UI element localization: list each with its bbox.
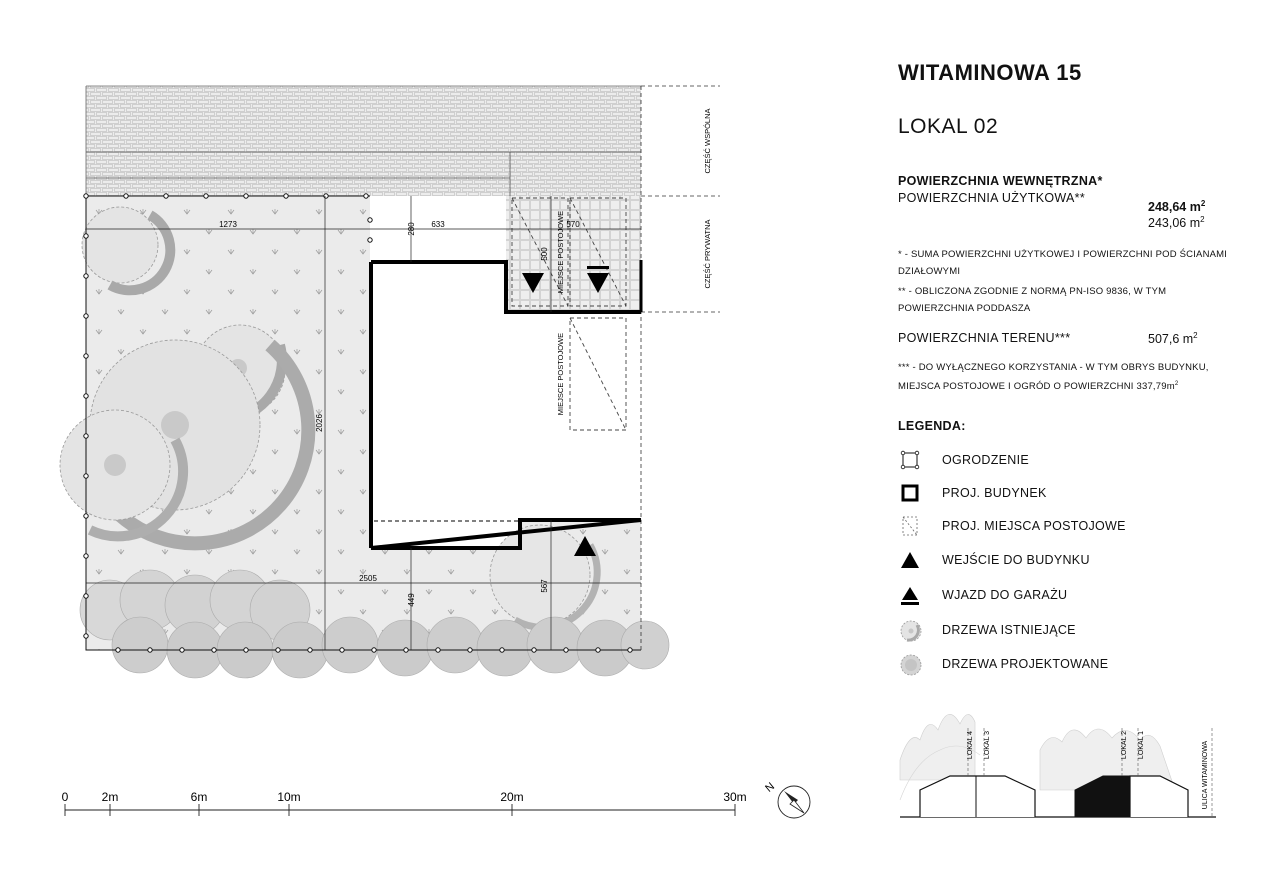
north-label: N	[763, 780, 777, 795]
north-arrow	[763, 781, 810, 818]
interior-area-label: POWIERZCHNIA WEWNĘTRZNA*	[898, 174, 1103, 188]
dim-2505: 2505	[359, 574, 377, 583]
land-area-value: 507,6 $m^2$	[1148, 331, 1198, 347]
dim-633: 633	[431, 220, 445, 229]
entry-triangle-icon	[898, 548, 922, 572]
dim-1273: 1273	[219, 220, 237, 229]
info-panel	[898, 0, 1258, 880]
dim-570: 570	[566, 220, 580, 229]
note-2: ** - OBLICZONA ZGODNIE Z NORMĄ PN-ISO 9836, W TYM POWIERZCHNIA PODDASZA	[898, 286, 1167, 314]
common-area-paving	[86, 86, 641, 196]
tree-projected-icon	[898, 652, 924, 678]
scale-tick-label: 6m	[190, 790, 208, 804]
legend-label: WJAZD DO GARAŻU	[942, 588, 1068, 602]
page-title: WITAMINOWA 15	[898, 60, 1082, 85]
legend-trees-projected	[898, 652, 1258, 676]
dim-280: 280	[407, 222, 416, 236]
scale-tick-label: 2m	[101, 790, 119, 804]
legend-title: LEGENDA:	[898, 419, 966, 433]
dim-2026: 2026	[315, 414, 324, 432]
section-label: LOKAL 4	[967, 730, 974, 760]
section-label: ULICA WITAMINOWA	[1202, 740, 1209, 810]
section-label: LOKAL 2	[1121, 730, 1128, 760]
section-label: LOKAL 1	[1138, 730, 1145, 760]
building-icon	[898, 481, 922, 505]
usable-area-label: POWIERZCHNIA UŻYTKOWA**	[898, 191, 1086, 205]
dim-449: 449	[407, 593, 416, 607]
legend-garage	[898, 583, 1258, 607]
legend-label: DRZEWA PROJEKTOWANE	[942, 657, 1109, 671]
legend-label: PROJ. MIEJSCA POSTOJOWE	[942, 519, 1126, 533]
zone-private-label: CZĘŚĆ PRYWATNA	[703, 219, 712, 289]
scale-bar	[62, 790, 747, 816]
fence-icon	[898, 448, 922, 472]
dim-567: 567	[540, 579, 549, 593]
parking-paved	[506, 196, 641, 312]
dim-500: 500	[540, 247, 549, 261]
legend-label: PROJ. BUDYNEK	[942, 486, 1047, 500]
parking-label-top: MIEJSCE POSTOJOWE	[556, 210, 565, 294]
scale-tick-label: 10m	[277, 790, 301, 804]
note-1: * - SUMA POWIERZCHNI UŻYTKOWEJ I POWIERZCHNI POD ŚCIANAMI DZIAŁOWYMI	[898, 249, 1228, 277]
parking-icon	[898, 514, 922, 538]
scale-tick-label: 0	[61, 790, 69, 804]
legend-label: DRZEWA ISTNIEJĄCE	[942, 623, 1076, 637]
legend-label: WEJŚCIE DO BUDYNKU	[942, 553, 1090, 567]
legend-trees-existing	[898, 618, 1258, 642]
garage-entry-icon	[898, 583, 922, 607]
legend-parking	[898, 514, 1258, 538]
unit-title: LOKAL 02	[898, 115, 999, 138]
parking-label-side: MIEJSCE POSTOJOWE	[556, 332, 565, 416]
scale-tick-label: 30m	[723, 790, 747, 804]
land-area-label: POWIERZCHNIA TERENU***	[898, 331, 1071, 345]
legend-label: OGRODZENIE	[942, 453, 1030, 467]
legend-building	[898, 481, 1258, 505]
interior-area-value: 248,64 $m^2$	[1148, 199, 1206, 215]
legend-entry	[898, 548, 1258, 572]
note-3: *** - DO WYŁĄCZNEGO KORZYSTANIA - W TYM OBRYS BUDYNKU, MIEJSCA POSTOJOWE I OGRÓD O POWIERZCHNI $337,79m^2$	[898, 362, 1209, 393]
tree-existing-icon	[898, 618, 924, 644]
legend-fence	[898, 448, 1258, 472]
usable-area-value: 243,06 $m^2$	[1148, 215, 1205, 231]
section-label: LOKAL 3	[984, 730, 991, 760]
scale-tick-label: 20m	[500, 790, 524, 804]
zone-common-label: CZĘŚĆ WSPÓLNA	[703, 108, 712, 174]
